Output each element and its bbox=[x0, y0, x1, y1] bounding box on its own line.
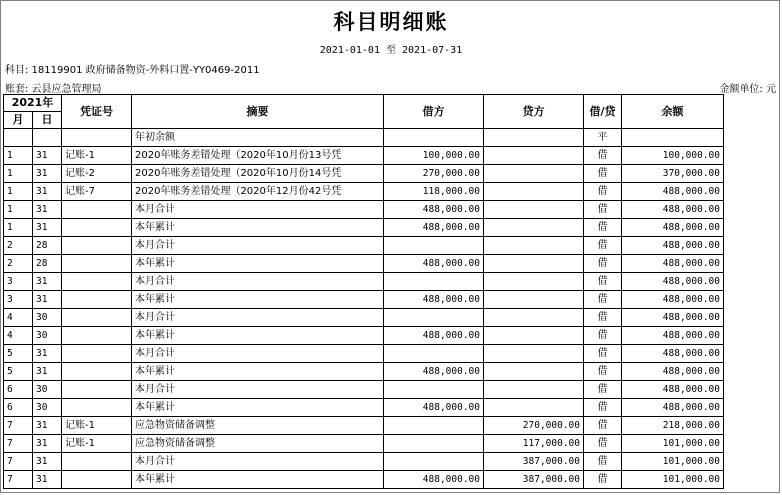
table-row bbox=[4, 399, 724, 417]
cell-credit bbox=[484, 147, 584, 165]
cell-direction: 借 bbox=[584, 417, 622, 435]
cell-voucher bbox=[62, 453, 132, 471]
cell-balance: 218,000.00 bbox=[622, 417, 724, 435]
cell-summary: 本年累计 bbox=[132, 471, 384, 489]
cell-direction: 借 bbox=[584, 399, 622, 417]
cell-balance: 488,000.00 bbox=[622, 183, 724, 201]
table-row bbox=[4, 327, 724, 345]
cell-month bbox=[4, 129, 33, 147]
cell-day: 31 bbox=[33, 219, 62, 237]
cell-month: 6 bbox=[4, 381, 33, 399]
cell-debit: 488,000.00 bbox=[384, 363, 484, 381]
cell-summary: 年初余额 bbox=[132, 129, 384, 147]
header-credit: 贷方 bbox=[484, 95, 584, 129]
cell-month: 7 bbox=[4, 435, 33, 453]
table-row bbox=[4, 147, 724, 165]
header-month: 月 bbox=[4, 112, 33, 129]
cell-summary: 本月合计 bbox=[132, 201, 384, 219]
report-title: 科目明细账 bbox=[333, 10, 449, 34]
cell-credit bbox=[484, 273, 584, 291]
cell-day: 30 bbox=[33, 309, 62, 327]
cell-balance: 488,000.00 bbox=[622, 309, 724, 327]
cell-direction: 借 bbox=[584, 165, 622, 183]
cell-month: 1 bbox=[4, 165, 33, 183]
cell-balance: 488,000.00 bbox=[622, 255, 724, 273]
table-row bbox=[4, 129, 724, 147]
table-row bbox=[4, 291, 724, 309]
cell-day: 31 bbox=[33, 165, 62, 183]
cell-credit: 270,000.00 bbox=[484, 417, 584, 435]
ledger-table bbox=[3, 94, 724, 489]
cell-month: 5 bbox=[4, 363, 33, 381]
cell-voucher bbox=[62, 309, 132, 327]
cell-balance: 488,000.00 bbox=[622, 381, 724, 399]
cell-voucher bbox=[62, 327, 132, 345]
cell-day: 31 bbox=[33, 453, 62, 471]
cell-voucher: 记账-7 bbox=[62, 183, 132, 201]
cell-month: 2 bbox=[4, 237, 33, 255]
cell-direction: 借 bbox=[584, 237, 622, 255]
cell-summary: 本月合计 bbox=[132, 453, 384, 471]
cell-voucher: 记账-1 bbox=[62, 435, 132, 453]
cell-credit: 117,000.00 bbox=[484, 435, 584, 453]
cell-credit bbox=[484, 129, 584, 147]
cell-summary: 本年累计 bbox=[132, 363, 384, 381]
cell-credit bbox=[484, 255, 584, 273]
cell-summary: 本月合计 bbox=[132, 273, 384, 291]
cell-month: 6 bbox=[4, 399, 33, 417]
cell-day: 28 bbox=[33, 237, 62, 255]
cell-credit bbox=[484, 219, 584, 237]
cell-debit bbox=[384, 453, 484, 471]
header-voucher: 凭证号 bbox=[62, 95, 132, 129]
cell-summary: 2020年账务差错处理（2020年12月份42号凭 bbox=[132, 183, 384, 201]
cell-month: 5 bbox=[4, 345, 33, 363]
cell-voucher bbox=[62, 363, 132, 381]
cell-day: 31 bbox=[33, 363, 62, 381]
cell-credit bbox=[484, 381, 584, 399]
table-row bbox=[4, 435, 724, 453]
cell-balance: 370,000.00 bbox=[622, 165, 724, 183]
cell-direction: 平 bbox=[584, 129, 622, 147]
cell-day: 31 bbox=[33, 183, 62, 201]
cell-credit bbox=[484, 237, 584, 255]
table-row bbox=[4, 417, 724, 435]
cell-voucher: 记账-1 bbox=[62, 417, 132, 435]
cell-debit bbox=[384, 129, 484, 147]
cell-direction: 借 bbox=[584, 453, 622, 471]
cell-day: 30 bbox=[33, 381, 62, 399]
cell-balance: 488,000.00 bbox=[622, 399, 724, 417]
cell-summary: 本月合计 bbox=[132, 381, 384, 399]
cell-debit bbox=[384, 273, 484, 291]
cell-day: 31 bbox=[33, 201, 62, 219]
table-row bbox=[4, 165, 724, 183]
cell-credit bbox=[484, 291, 584, 309]
cell-direction: 借 bbox=[584, 273, 622, 291]
header-debit: 借方 bbox=[384, 95, 484, 129]
cell-balance: 488,000.00 bbox=[622, 237, 724, 255]
table-row bbox=[4, 255, 724, 273]
header-summary: 摘要 bbox=[132, 95, 384, 129]
cell-direction: 借 bbox=[584, 147, 622, 165]
header-direction: 借/贷 bbox=[584, 95, 622, 129]
table-row bbox=[4, 453, 724, 471]
header-day: 日 bbox=[33, 112, 62, 129]
cell-balance: 100,000.00 bbox=[622, 147, 724, 165]
cell-direction: 借 bbox=[584, 345, 622, 363]
cell-month: 1 bbox=[4, 147, 33, 165]
cell-direction: 借 bbox=[584, 327, 622, 345]
cell-credit bbox=[484, 363, 584, 381]
cell-month: 1 bbox=[4, 183, 33, 201]
cell-month: 3 bbox=[4, 273, 33, 291]
header-row-1 bbox=[4, 95, 724, 112]
cell-summary: 本年累计 bbox=[132, 399, 384, 417]
cell-voucher bbox=[62, 273, 132, 291]
table-row bbox=[4, 183, 724, 201]
cell-direction: 借 bbox=[584, 435, 622, 453]
amount-unit-line: 金额单位: 元 bbox=[719, 84, 776, 95]
cell-month: 7 bbox=[4, 417, 33, 435]
cell-balance: 488,000.00 bbox=[622, 273, 724, 291]
cell-summary: 本年累计 bbox=[132, 219, 384, 237]
cell-credit bbox=[484, 309, 584, 327]
table-row bbox=[4, 471, 724, 489]
cell-month: 7 bbox=[4, 471, 33, 489]
cell-balance: 101,000.00 bbox=[622, 435, 724, 453]
cell-credit bbox=[484, 165, 584, 183]
ledger-body bbox=[4, 129, 724, 489]
cell-month: 4 bbox=[4, 327, 33, 345]
cell-direction: 借 bbox=[584, 219, 622, 237]
cell-summary: 本年累计 bbox=[132, 327, 384, 345]
cell-debit: 488,000.00 bbox=[384, 255, 484, 273]
cell-day: 31 bbox=[33, 273, 62, 291]
cell-summary: 本年累计 bbox=[132, 291, 384, 309]
cell-debit: 118,000.00 bbox=[384, 183, 484, 201]
cell-debit: 488,000.00 bbox=[384, 399, 484, 417]
cell-voucher: 记账-1 bbox=[62, 147, 132, 165]
cell-direction: 借 bbox=[584, 471, 622, 489]
cell-day: 30 bbox=[33, 399, 62, 417]
cell-credit bbox=[484, 399, 584, 417]
report-period: 2021-01-01 至 2021-07-31 bbox=[319, 45, 463, 56]
cell-month: 4 bbox=[4, 309, 33, 327]
cell-direction: 借 bbox=[584, 201, 622, 219]
cell-summary: 本月合计 bbox=[132, 345, 384, 363]
cell-debit bbox=[384, 381, 484, 399]
cell-debit bbox=[384, 309, 484, 327]
cell-debit: 488,000.00 bbox=[384, 219, 484, 237]
cell-voucher bbox=[62, 345, 132, 363]
cell-direction: 借 bbox=[584, 363, 622, 381]
cell-debit bbox=[384, 435, 484, 453]
cell-debit bbox=[384, 237, 484, 255]
cell-day: 31 bbox=[33, 345, 62, 363]
cell-voucher bbox=[62, 399, 132, 417]
cell-summary: 2020年账务差错处理（2020年10月份14号凭 bbox=[132, 165, 384, 183]
cell-balance: 101,000.00 bbox=[622, 453, 724, 471]
cell-month: 1 bbox=[4, 201, 33, 219]
cell-day: 28 bbox=[33, 255, 62, 273]
table-row bbox=[4, 381, 724, 399]
header-balance: 余额 bbox=[622, 95, 724, 129]
cell-day: 31 bbox=[33, 291, 62, 309]
cell-balance bbox=[622, 129, 724, 147]
cell-debit bbox=[384, 417, 484, 435]
cell-voucher bbox=[62, 129, 132, 147]
cell-balance: 101,000.00 bbox=[622, 471, 724, 489]
cell-debit: 270,000.00 bbox=[384, 165, 484, 183]
cell-summary: 应急物资储备调整 bbox=[132, 435, 384, 453]
table-row bbox=[4, 309, 724, 327]
table-row bbox=[4, 273, 724, 291]
cell-month: 1 bbox=[4, 219, 33, 237]
table-row bbox=[4, 345, 724, 363]
cell-month: 3 bbox=[4, 291, 33, 309]
cell-summary: 本月合计 bbox=[132, 237, 384, 255]
cell-direction: 借 bbox=[584, 381, 622, 399]
cell-day: 30 bbox=[33, 327, 62, 345]
cell-credit bbox=[484, 327, 584, 345]
cell-month: 2 bbox=[4, 255, 33, 273]
cell-direction: 借 bbox=[584, 309, 622, 327]
cell-summary: 应急物资储备调整 bbox=[132, 417, 384, 435]
cell-debit bbox=[384, 345, 484, 363]
cell-credit: 387,000.00 bbox=[484, 453, 584, 471]
cell-balance: 488,000.00 bbox=[622, 219, 724, 237]
cell-balance: 488,000.00 bbox=[622, 291, 724, 309]
cell-day: 31 bbox=[33, 417, 62, 435]
cell-voucher bbox=[62, 255, 132, 273]
cell-credit: 387,000.00 bbox=[484, 471, 584, 489]
cell-direction: 借 bbox=[584, 255, 622, 273]
cell-month: 7 bbox=[4, 453, 33, 471]
table-row bbox=[4, 237, 724, 255]
cell-debit: 488,000.00 bbox=[384, 471, 484, 489]
table-row bbox=[4, 363, 724, 381]
cell-day: 31 bbox=[33, 147, 62, 165]
cell-voucher bbox=[62, 471, 132, 489]
cell-direction: 借 bbox=[584, 291, 622, 309]
header-year: 2021年 bbox=[4, 95, 62, 112]
cell-summary: 本月合计 bbox=[132, 309, 384, 327]
cell-voucher bbox=[62, 381, 132, 399]
account-book-line: 账套: 云县应急管理局 bbox=[5, 84, 102, 95]
cell-voucher bbox=[62, 201, 132, 219]
cell-debit: 488,000.00 bbox=[384, 201, 484, 219]
cell-voucher bbox=[62, 291, 132, 309]
cell-credit bbox=[484, 345, 584, 363]
cell-debit: 100,000.00 bbox=[384, 147, 484, 165]
cell-debit: 488,000.00 bbox=[384, 291, 484, 309]
cell-summary: 本年累计 bbox=[132, 255, 384, 273]
cell-credit bbox=[484, 201, 584, 219]
cell-debit: 488,000.00 bbox=[384, 327, 484, 345]
subject-line: 科目: 18119901 政府储备物资-外料口置-YY0469-2011 bbox=[5, 65, 260, 76]
cell-balance: 488,000.00 bbox=[622, 201, 724, 219]
cell-balance: 488,000.00 bbox=[622, 345, 724, 363]
cell-voucher bbox=[62, 219, 132, 237]
cell-balance: 488,000.00 bbox=[622, 363, 724, 381]
cell-voucher bbox=[62, 237, 132, 255]
table-row bbox=[4, 201, 724, 219]
cell-credit bbox=[484, 183, 584, 201]
cell-balance: 488,000.00 bbox=[622, 327, 724, 345]
table-row bbox=[4, 219, 724, 237]
cell-summary: 2020年账务差错处理（2020年10月份13号凭 bbox=[132, 147, 384, 165]
cell-day: 31 bbox=[33, 435, 62, 453]
cell-day bbox=[33, 129, 62, 147]
cell-day: 31 bbox=[33, 471, 62, 489]
cell-direction: 借 bbox=[584, 183, 622, 201]
cell-voucher: 记账-2 bbox=[62, 165, 132, 183]
